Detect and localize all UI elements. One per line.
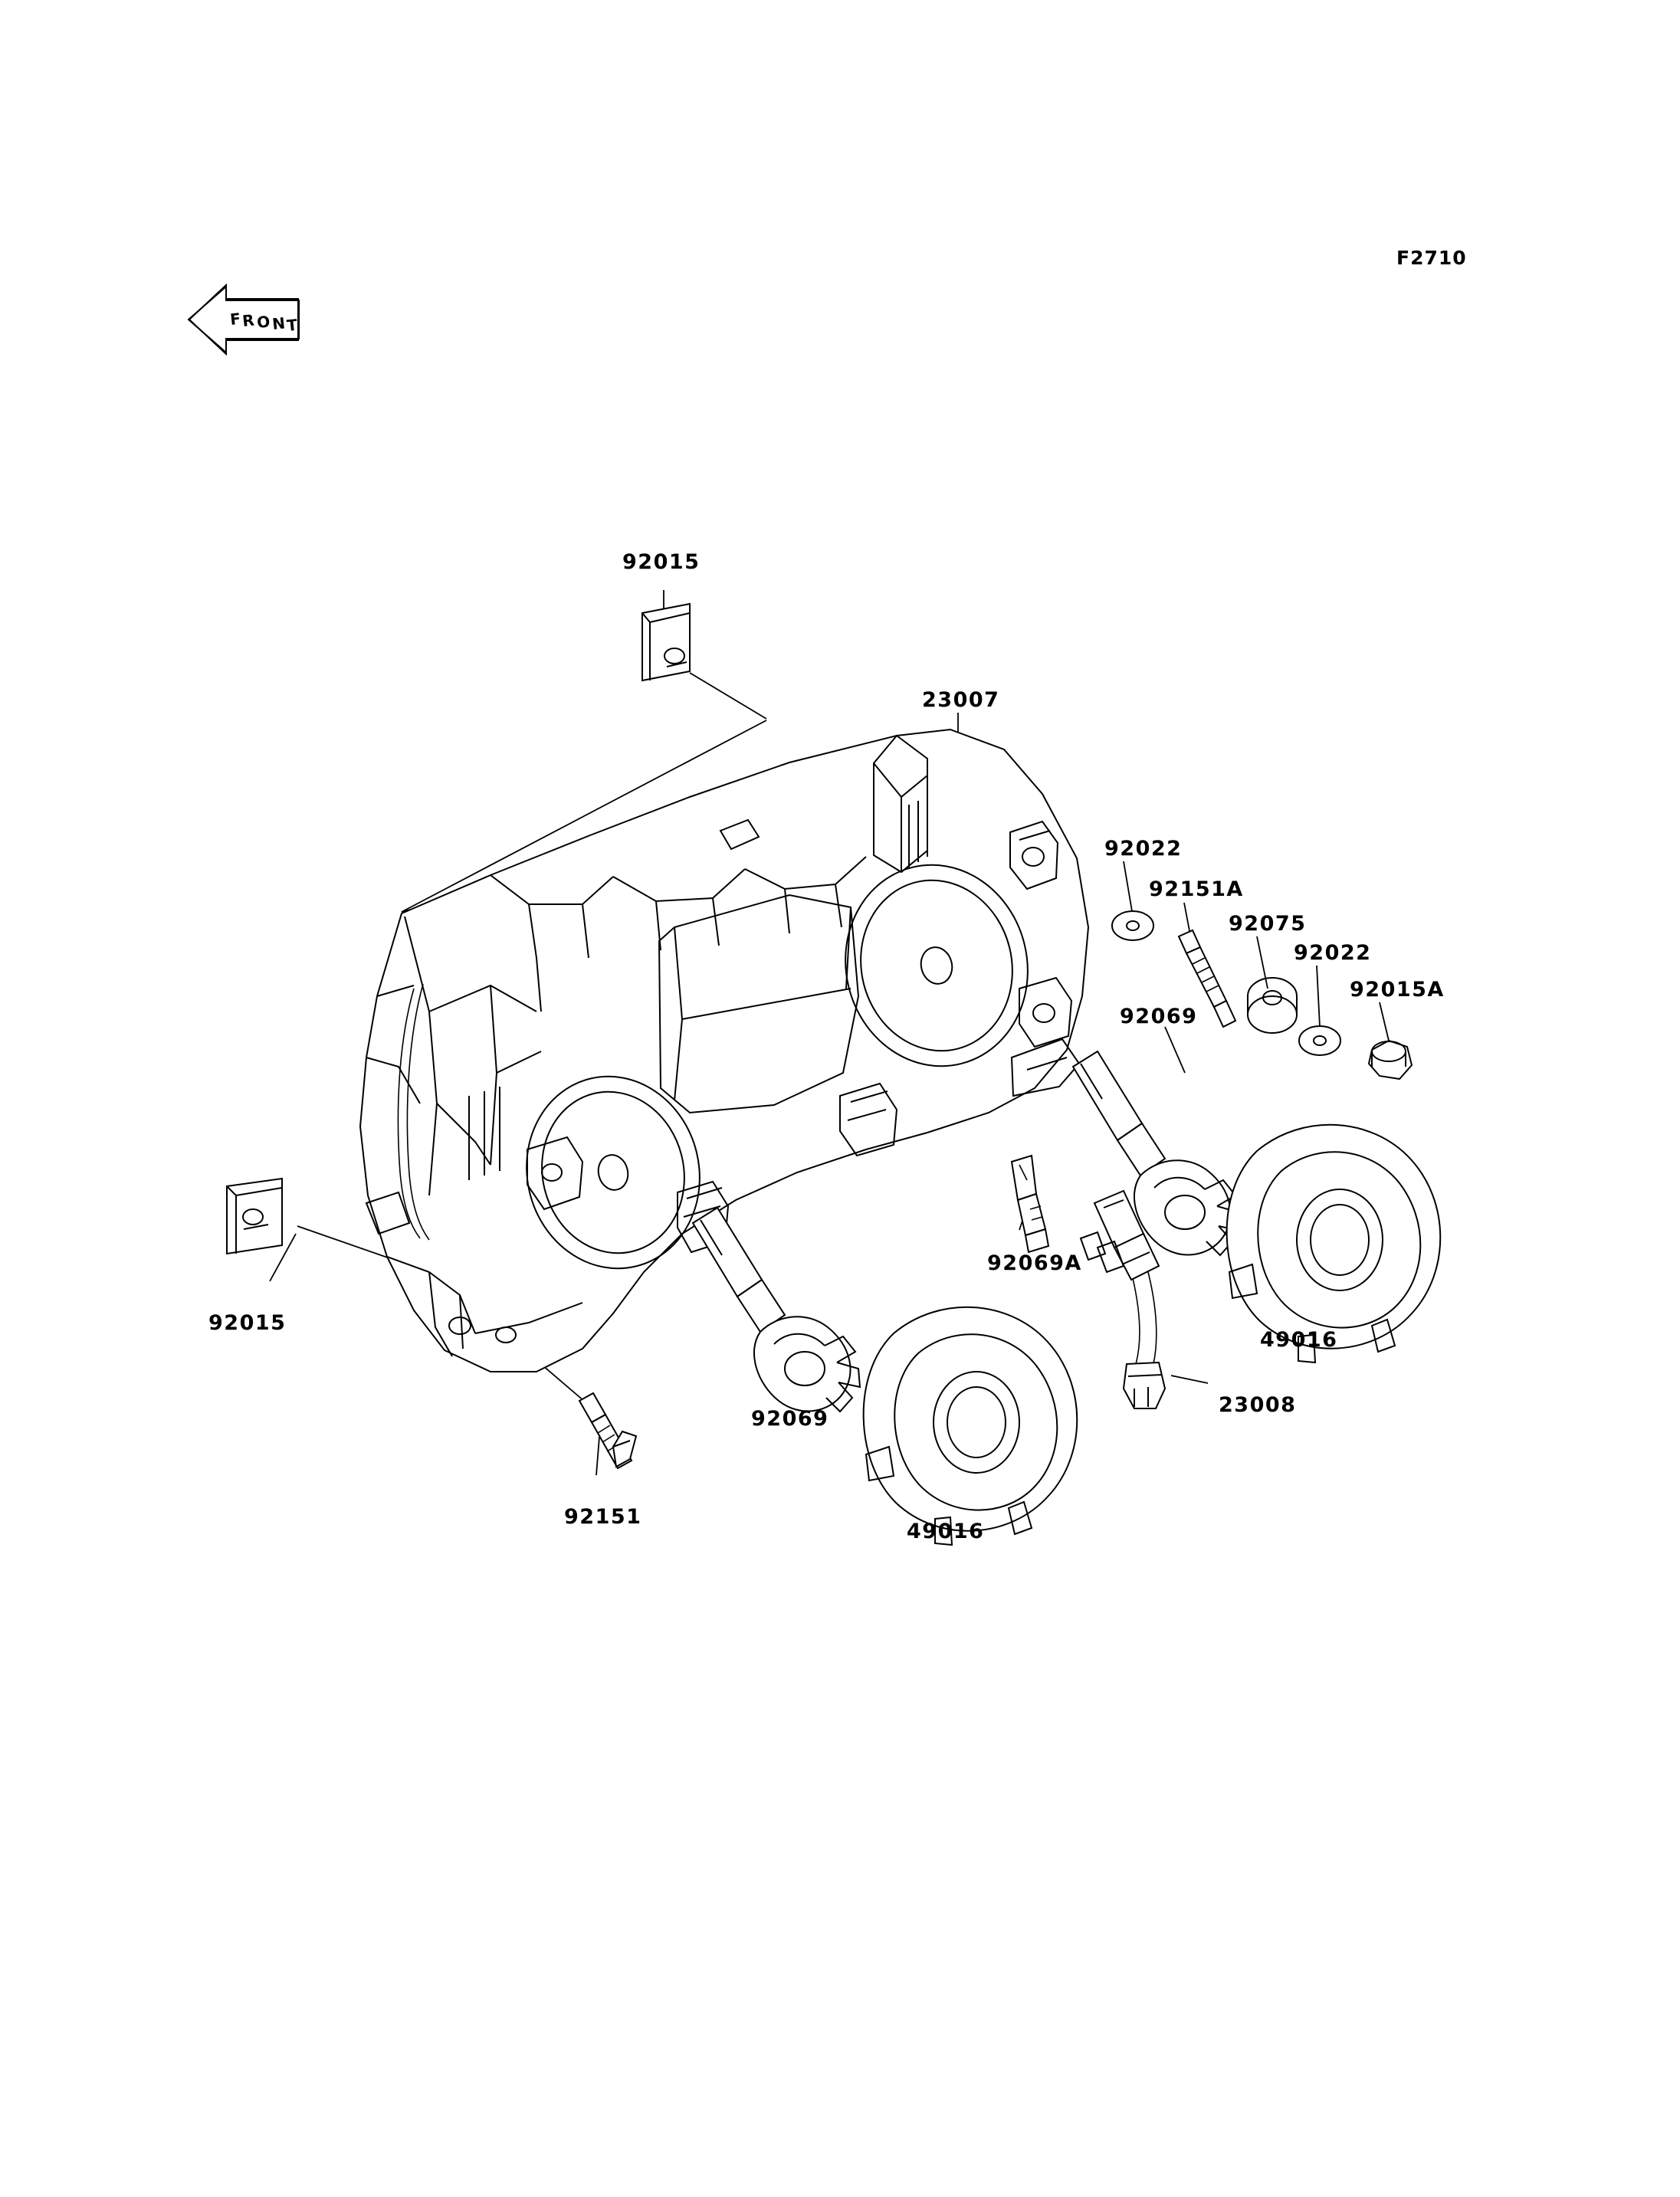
part-92075-damper [1248, 978, 1297, 1033]
callout-92022-upper: 92022 [1104, 837, 1183, 861]
part-49016-cover-right [1227, 1125, 1441, 1362]
callout-92069-right: 92069 [1120, 1005, 1198, 1028]
callout-49016-left: 49016 [907, 1520, 985, 1543]
svg-text:F: F [229, 309, 242, 329]
callout-92015A: 92015A [1350, 978, 1445, 1002]
callout-92022-lower: 92022 [1294, 941, 1372, 965]
svg-text:O: O [256, 312, 271, 332]
part-92069-bulb-left [693, 1208, 860, 1412]
part-92022-washer-lower [1299, 1026, 1340, 1055]
callout-92069-left: 92069 [751, 1407, 829, 1431]
callout-92151: 92151 [564, 1505, 642, 1529]
callout-23008: 23008 [1219, 1393, 1297, 1417]
callout-92069A: 92069A [987, 1251, 1082, 1275]
callout-92075: 92075 [1229, 912, 1307, 936]
part-92069A-bulb [1012, 1156, 1048, 1252]
sheet-code: F2710 [1396, 247, 1467, 269]
part-92022-washer-upper [1112, 911, 1153, 940]
part-92015A-nut [1369, 1041, 1412, 1079]
svg-text:T: T [286, 315, 299, 335]
svg-text:R: R [241, 310, 255, 330]
part-92069-bulb-right [1073, 1051, 1240, 1255]
callout-92015-left: 92015 [208, 1311, 287, 1335]
part-92151-bolt [579, 1393, 642, 1468]
part-92015-top [642, 604, 690, 680]
callout-23007: 23007 [922, 688, 1000, 712]
callout-92151A: 92151A [1149, 877, 1244, 901]
svg-text:N: N [271, 313, 287, 333]
callout-49016-right: 49016 [1260, 1328, 1338, 1352]
part-49016-cover-left [864, 1307, 1078, 1545]
callout-92015-top: 92015 [622, 550, 701, 574]
part-92015-left [227, 1179, 282, 1254]
